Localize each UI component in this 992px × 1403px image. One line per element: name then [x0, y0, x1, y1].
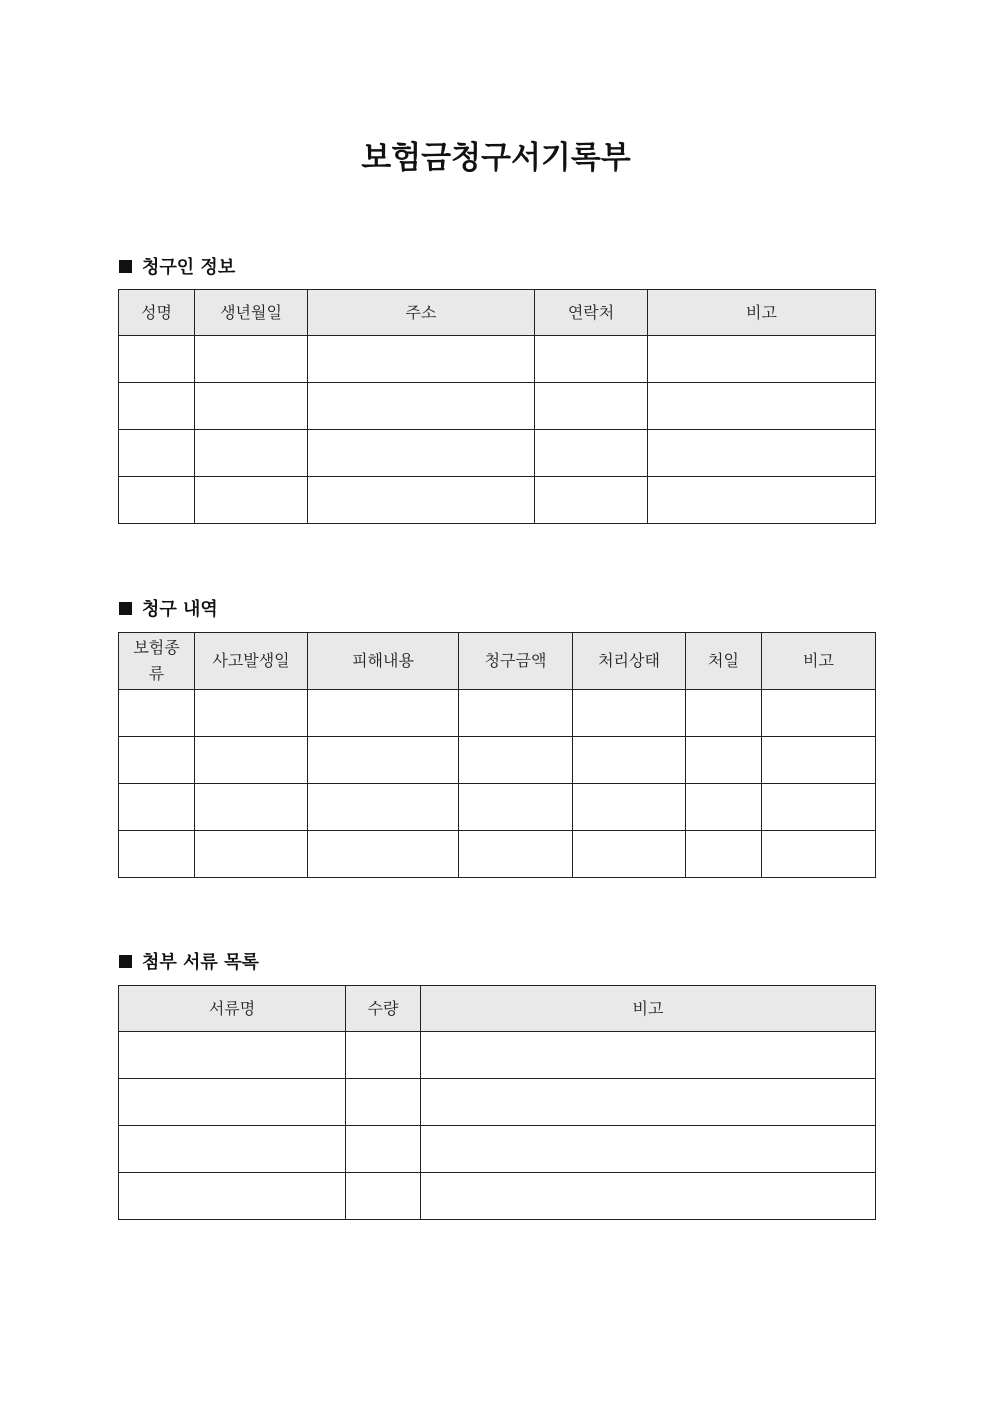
- table-cell[interactable]: [686, 831, 762, 878]
- table-cell[interactable]: [119, 1173, 346, 1220]
- claims-heading-label: 청구 내역: [142, 599, 218, 620]
- column-header: 생년월일: [195, 290, 308, 336]
- table-cell[interactable]: [648, 477, 876, 524]
- table-cell[interactable]: [346, 1126, 421, 1173]
- table-row: [119, 430, 876, 477]
- table-cell[interactable]: [762, 784, 876, 831]
- table-cell[interactable]: [459, 737, 573, 784]
- table-cell[interactable]: [195, 690, 308, 737]
- table-cell[interactable]: [346, 1079, 421, 1126]
- column-header: 비고: [421, 986, 876, 1032]
- table-cell[interactable]: [686, 690, 762, 737]
- table-cell[interactable]: [686, 784, 762, 831]
- table-cell[interactable]: [573, 737, 686, 784]
- table-row: [119, 737, 876, 784]
- black-square-icon: [119, 955, 132, 968]
- table-cell[interactable]: [648, 383, 876, 430]
- table-cell[interactable]: [195, 430, 308, 477]
- table-cell[interactable]: [459, 690, 573, 737]
- claims-table: [118, 632, 876, 878]
- table-cell[interactable]: [421, 1079, 876, 1126]
- attachments-header-row: [119, 986, 876, 1032]
- table-row: [119, 690, 876, 737]
- table-cell[interactable]: [308, 430, 535, 477]
- column-header: 처리상태: [573, 633, 686, 690]
- table-cell[interactable]: [119, 477, 195, 524]
- table-cell[interactable]: [119, 1126, 346, 1173]
- table-cell[interactable]: [119, 737, 195, 784]
- table-cell[interactable]: [346, 1032, 421, 1079]
- column-header: 수량: [346, 986, 421, 1032]
- table-cell[interactable]: [535, 477, 648, 524]
- table-cell[interactable]: [573, 690, 686, 737]
- table-cell[interactable]: [119, 784, 195, 831]
- table-cell[interactable]: [535, 383, 648, 430]
- attachments-heading-label: 첨부 서류 목록: [142, 952, 259, 973]
- table-cell[interactable]: [195, 831, 308, 878]
- claimant-heading-label: 청구인 정보: [142, 257, 236, 278]
- table-cell[interactable]: [421, 1032, 876, 1079]
- table-cell[interactable]: [195, 383, 308, 430]
- table-cell[interactable]: [573, 831, 686, 878]
- column-header: 사고발생일: [195, 633, 308, 690]
- table-row: [119, 477, 876, 524]
- column-header: 비고: [762, 633, 876, 690]
- column-header: 청구금액: [459, 633, 573, 690]
- table-cell[interactable]: [195, 477, 308, 524]
- page-title: 보험금청구서기록부: [361, 140, 631, 176]
- table-cell[interactable]: [573, 784, 686, 831]
- table-cell[interactable]: [308, 737, 459, 784]
- black-square-icon: [119, 602, 132, 615]
- table-cell[interactable]: [119, 383, 195, 430]
- table-cell[interactable]: [421, 1126, 876, 1173]
- black-square-icon: [119, 260, 132, 273]
- column-header: 주소: [308, 290, 535, 336]
- table-cell[interactable]: [195, 737, 308, 784]
- attachments-section-heading: [119, 948, 259, 974]
- table-cell[interactable]: [762, 737, 876, 784]
- table-cell[interactable]: [308, 690, 459, 737]
- table-row: [119, 336, 876, 383]
- claimant-table: [118, 289, 876, 524]
- table-cell[interactable]: [195, 336, 308, 383]
- table-row: [119, 784, 876, 831]
- table-cell[interactable]: [308, 831, 459, 878]
- column-header: 비고: [648, 290, 876, 336]
- table-row: [119, 831, 876, 878]
- table-cell[interactable]: [308, 477, 535, 524]
- table-cell[interactable]: [308, 784, 459, 831]
- column-header: 서류명: [119, 986, 346, 1032]
- claimant-section-heading: [119, 253, 235, 279]
- table-cell[interactable]: [535, 336, 648, 383]
- table-cell[interactable]: [535, 430, 648, 477]
- table-cell[interactable]: [119, 336, 195, 383]
- table-cell[interactable]: [648, 336, 876, 383]
- table-cell[interactable]: [195, 784, 308, 831]
- table-row: [119, 1173, 876, 1220]
- claimant-header-row: [119, 290, 876, 336]
- table-cell[interactable]: [308, 336, 535, 383]
- table-row: [119, 1126, 876, 1173]
- table-cell[interactable]: [459, 784, 573, 831]
- table-cell[interactable]: [346, 1173, 421, 1220]
- claims-header-row: [119, 633, 876, 690]
- table-cell[interactable]: [648, 430, 876, 477]
- table-cell[interactable]: [119, 1032, 346, 1079]
- column-header: 보험종류: [119, 633, 195, 690]
- table-cell[interactable]: [459, 831, 573, 878]
- attachments-table: [118, 985, 876, 1220]
- table-row: [119, 1032, 876, 1079]
- table-cell[interactable]: [119, 690, 195, 737]
- table-row: [119, 383, 876, 430]
- claims-section-heading: [119, 595, 218, 621]
- table-cell[interactable]: [762, 831, 876, 878]
- table-row: [119, 1079, 876, 1126]
- table-cell[interactable]: [686, 737, 762, 784]
- column-header: 처일: [686, 633, 762, 690]
- table-cell[interactable]: [421, 1173, 876, 1220]
- table-cell[interactable]: [762, 690, 876, 737]
- table-cell[interactable]: [119, 831, 195, 878]
- table-cell[interactable]: [119, 430, 195, 477]
- table-cell[interactable]: [308, 383, 535, 430]
- table-cell[interactable]: [119, 1079, 346, 1126]
- column-header: 성명: [119, 290, 195, 336]
- column-header: 피해내용: [308, 633, 459, 690]
- column-header: 연락처: [535, 290, 648, 336]
